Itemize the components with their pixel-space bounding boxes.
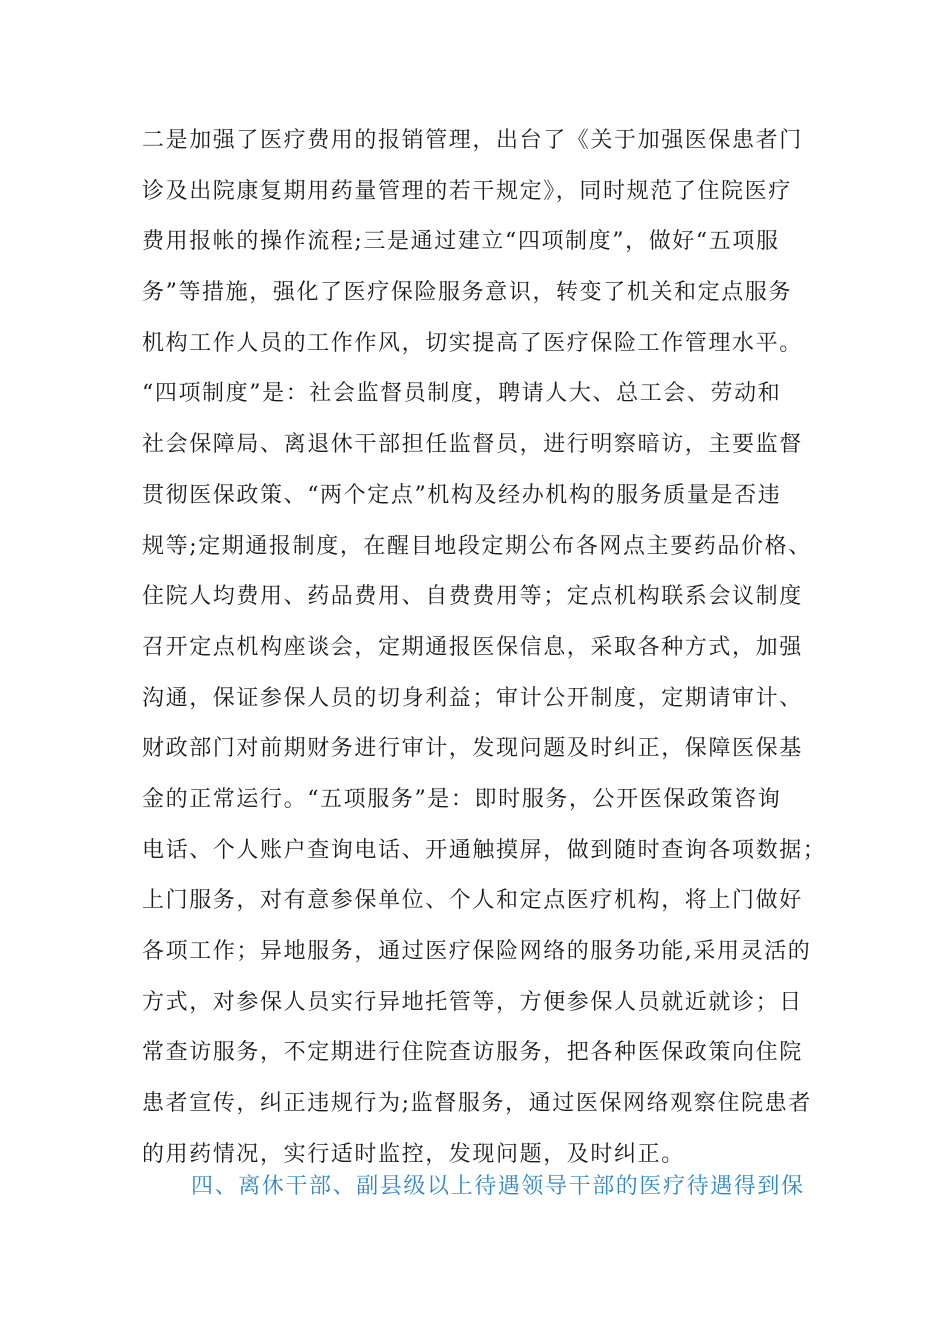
body-line: 沟通，保证参保人员的切身利益；审计公开制度，定期请审计、 — [142, 685, 803, 711]
body-line: 费用报帐的操作流程;三是通过建立“四项制度”，做好“五项服 — [142, 229, 780, 255]
body-line: 务”等措施，强化了医疗保险服务意识，转变了机关和定点服务 — [142, 280, 793, 306]
section-heading: 四、离休干部、副县级以上待遇领导干部的医疗待遇得到保 — [191, 1174, 805, 1199]
body-line: “四项制度”是：社会监督员制度，聘请人大、总工会、劳动和 — [142, 381, 782, 407]
body-line: 社会保障局、离退休干部担任监督员，进行明察暗访，主要监督 — [142, 432, 803, 458]
body-line: 患者宣传，纠正违规行为;监督服务，通过医保网络观察住院患者 — [142, 1091, 812, 1117]
body-line: 方式，对参保人员实行异地托管等，方便参保人员就近就诊；日 — [142, 989, 803, 1015]
body-line: 各项工作；异地服务，通过医疗保险网络的服务功能,采用灵活的 — [142, 939, 812, 964]
body-line: 电话、个人账户查询电话、开通触摸屏，做到随时查询各项数据； — [142, 837, 827, 863]
body-line: 诊及出院康复期用药量管理的若干规定》，同时规范了住院医疗 — [142, 178, 792, 204]
body-line: 贯彻医保政策、“两个定点”机构及经办机构的服务质量是否违 — [142, 482, 782, 508]
body-line: 召开定点机构座谈会，定期通报医保信息，采取各种方式，加强 — [142, 634, 803, 660]
body-line: 机构工作人员的工作作风，切实提高了医疗保险工作管理水平。 — [142, 330, 803, 356]
body-line: 的用药情况，实行适时监控，发现问题，及时纠正。 — [142, 1141, 685, 1167]
body-line: 上门服务，对有意参保单位、个人和定点医疗机构，将上门做好 — [142, 888, 803, 914]
body-paragraph — [142, 116, 827, 1180]
body-line: 规等;定期通报制度，在醒目地段定期公布各网点主要药品价格、 — [142, 533, 812, 559]
body-line: 常查访服务，不定期进行住院查访服务，把各种医保政策向住院 — [142, 1040, 803, 1066]
body-line: 住院人均费用、药品费用、自费费用等；定点机构联系会议制度 — [142, 584, 803, 610]
body-line: 财政部门对前期财务进行审计，发现问题及时纠正，保障医保基 — [142, 736, 803, 762]
body-line: 二是加强了医疗费用的报销管理，出台了《关于加强医保患者门 — [142, 128, 803, 153]
body-line: 金的正常运行。“五项服务”是：即时服务，公开医保政策咨询 — [142, 786, 782, 812]
